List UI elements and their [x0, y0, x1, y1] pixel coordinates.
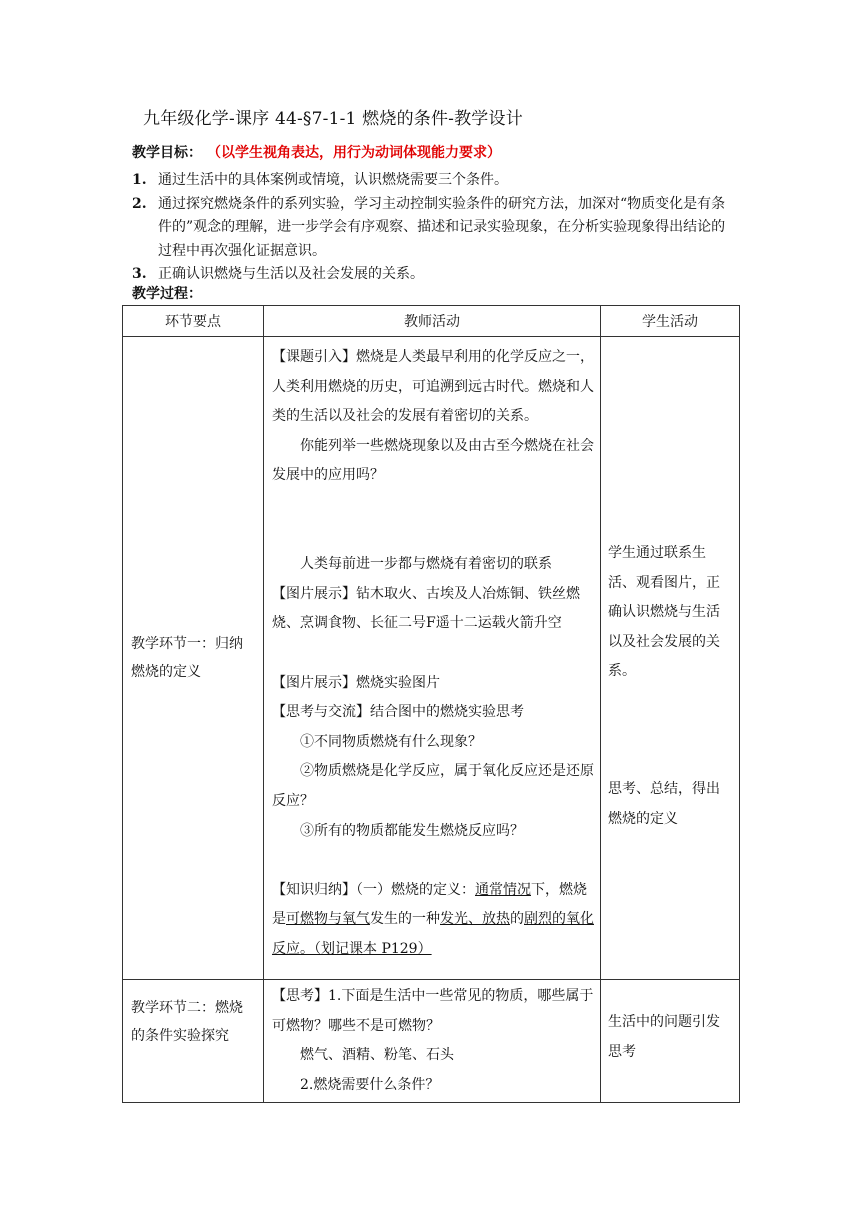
teacher-cell — [264, 337, 601, 980]
discussion-question-2: ②物质燃烧是化学反应，属于氧化反应还是还原反应？ — [272, 763, 594, 809]
student-activity-1: 学生通过联系生活、观看图片，正确认识燃烧与生活以及社会发展的关系。 — [608, 545, 720, 680]
header-stage: 环节要点 — [123, 306, 264, 337]
summary-text-1: 下，燃烧是 — [272, 881, 587, 928]
process-table — [122, 305, 740, 1103]
summary-underline-4: 剧烈的氧化反应。（划记课本 P129） — [272, 911, 594, 957]
header-teacher: 教师活动 — [264, 306, 601, 337]
objectives-heading-label: 教学目标： — [132, 145, 202, 161]
process-heading: 教学过程： — [132, 286, 202, 302]
objective-number: 3. — [132, 266, 147, 282]
summary-text-2: 发生的一种 — [370, 911, 440, 928]
table-header-row — [123, 306, 740, 337]
stage-cell — [123, 980, 264, 1103]
objective-item — [132, 169, 737, 193]
table-row — [123, 980, 740, 1103]
student-activity: 生活中的问题引发思考 — [608, 1014, 720, 1060]
objective-text: 正确认识燃烧与生活以及社会发展的关系。 — [158, 266, 424, 282]
objective-item — [132, 193, 737, 264]
teacher-image-show-2: 【图片展示】燃烧实验图片 — [272, 674, 440, 691]
discussion-question-1: ①不同物质燃烧有什么现象？ — [300, 733, 482, 750]
student-cell — [601, 337, 740, 980]
objective-number: 2. — [132, 195, 147, 212]
objective-text: 通过探究燃烧条件的系列实验，学习主动控制实验条件的研究方法，加深对“物质变化是有条件的”观念的理解，进一步学会有序观察、描述和记录实验现象，在分析实验现象得出结论的过程中再次强化证据意识。 — [158, 195, 726, 259]
teacher-intro: 【课题引入】燃烧是人类最早利用的化学反应之一，人类利用燃烧的历史，可追溯到远古时代。燃烧和人类的生活以及社会的发展有着密切的关系。 — [272, 349, 594, 425]
header-student: 学生活动 — [601, 306, 740, 337]
document-title: 九年级化学-课序 44-§7-1-1 燃烧的条件-教学设计 — [143, 109, 523, 129]
teacher-question: 2.燃烧需要什么条件？ — [300, 1076, 440, 1093]
student-cell — [601, 980, 740, 1103]
teacher-materials: 燃气、酒精、粉笔、石头 — [300, 1047, 454, 1064]
teacher-statement: 人类每前进一步都与燃烧有着密切的联系 — [300, 556, 552, 573]
knowledge-summary — [272, 876, 594, 965]
summary-underline-2: 可燃物与氧气 — [286, 911, 370, 928]
stage-cell — [123, 337, 264, 980]
objective-item — [132, 263, 737, 287]
teacher-cell — [264, 980, 601, 1103]
objectives-note: （以学生视角表达，用行为动词体现能力要求） — [214, 145, 501, 161]
stage-text: 教学环节二：燃烧的条件实验探究 — [131, 1000, 243, 1044]
teacher-think: 【思考】1.下面是生活中一些常见的物质，哪些属于可燃物？哪些不是可燃物？ — [272, 988, 594, 1034]
stage-text: 教学环节一：归纳燃烧的定义 — [131, 636, 243, 680]
teacher-question: 你能列举一些燃烧现象以及由古至今燃烧在社会发展中的应用吗？ — [272, 437, 594, 484]
summary-prefix: 【知识归纳】（一）燃烧的定义： — [272, 881, 475, 898]
objective-number: 1. — [132, 172, 147, 188]
table-row — [123, 337, 740, 980]
teacher-discussion: 【思考与交流】结合图中的燃烧实验思考 — [272, 704, 524, 721]
student-activity-2: 思考、总结，得出燃烧的定义 — [608, 780, 720, 827]
summary-underline-3: 发光、放热 — [440, 911, 510, 928]
objective-text: 通过生活中的具体案例或情境，认识燃烧需要三个条件。 — [158, 172, 508, 188]
discussion-question-3: ③所有的物质都能发生燃烧反应吗？ — [300, 822, 524, 839]
summary-text-3: 的 — [510, 911, 524, 928]
teacher-image-show: 【图片展示】钻木取火、古埃及人冶炼铜、铁丝燃烧、烹调食物、长征二号F遥十二运载火箭升空 — [272, 585, 580, 632]
summary-underline-1: 通常情况 — [475, 881, 531, 898]
objectives-heading — [132, 142, 501, 162]
objectives-list — [132, 169, 737, 287]
